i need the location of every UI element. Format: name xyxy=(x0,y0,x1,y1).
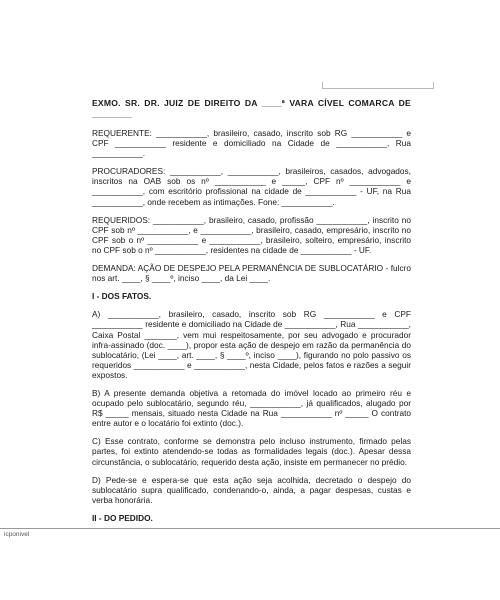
section-title-pedido: II - DO PEDIDO. xyxy=(92,512,153,523)
fato-a-paragraph: A) ___________, brasileiro, casado, inscrito sob RG ___________ e CPF ___________ residente e domiciliado na Cidade de ___________, Rua ___________, Caixa Postal _______, vem mui respeitosamente, por seu advogado e procurador infra-assinado (doc. ____), propor esta ação de despejo em razão da permanência do sublocatário, (Lei ____, art. ____, § ____º, inciso ____), figurando no polo passivo os requeridos ___________ e ___________, nesta Cidade, pelos fatos e razões a seguir expostos. xyxy=(92,309,411,380)
footer-divider xyxy=(0,528,500,529)
fato-c-paragraph: C) Esse contrato, conforme se demonstra pelo incluso instrumento, firmado pelas partes, foi extinto atendendo-se todas as formalidades legais (doc.). Apesar dessa circunstância, o sublocatário, requerido desta ação, insiste em permanecer no prédio. xyxy=(92,436,411,467)
section-title-fatos: I - DOS FATOS. xyxy=(92,291,152,302)
requerente-paragraph: REQUERENTE: ___________, brasileiro, casado, inscrito sob RG ___________ e CPF ___________ residente e domiciliado na Cidade de ___________, Rua ___________. xyxy=(92,128,411,159)
procuradores-paragraph: PROCURADORES: ___________, ___________, brasileiros, casados, advogados, inscritos na OAB sob os nº ___________ e _____, CPF nº ___________ e ___________, com escritório profissional na cidade de ___________ - UF, na Rua ___________, onde recebem as intimações. Fone: ___________. xyxy=(92,166,411,207)
corner-bracket xyxy=(322,82,434,89)
footer-label: icponivel xyxy=(4,531,30,538)
document-heading: EXMO. SR. DR. JUIZ DE DIREITO DA ____ª VARA CÍVEL COMARCA DE ________ xyxy=(92,98,411,119)
demanda-paragraph: DEMANDA: AÇÃO DE DESPEJO PELA PERMANÊNCIA DE SUBLOCATÁRIO - fulcro nos art. ____, § ____º, inciso ____, da Lei ____. xyxy=(92,263,411,284)
requeridos-paragraph: REQUERIDOS: ___________, brasileiro, casado, profissão ___________, inscrito no CPF sob nº ___________, e ___________, brasileiro, casado, empresário, inscrito no CPF sob o nº ___________ e ___________, brasileiro, solteiro, empresário, inscrito no CPF sob o nº ___________, residentes na cidade de ___________ - UF. xyxy=(92,214,411,255)
document-body xyxy=(92,98,411,531)
fato-b-paragraph: B) A presente demanda objetiva a retomada do imóvel locado ao primeiro réu e ocupado pelo sublocatário, segundo réu, ___________, já qualificados, alugado por R$ _____ mensais, situado nesta Cidade na Rua ___________ nº _____ O contrato entre autor e o locatário foi extinto (doc.). xyxy=(92,387,411,429)
fato-d-paragraph: D) Pede-se e espera-se que esta ação seja acolhida, decretado o despejo do sublocatário supra qualificado, condenando-o, ainda, a pagar despesas, custas e verba honorária. xyxy=(92,474,411,505)
